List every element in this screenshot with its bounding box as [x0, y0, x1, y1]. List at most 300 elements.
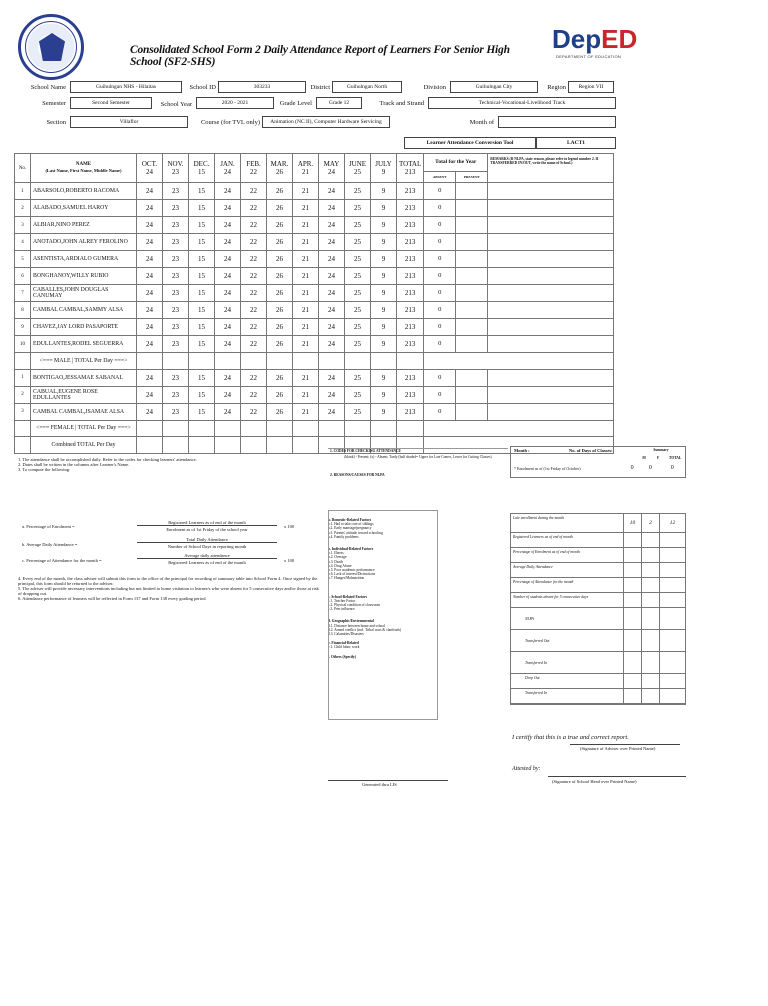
- month-col-2: DEC. 15: [189, 154, 215, 183]
- learner-no: 3: [15, 403, 31, 420]
- reason-item: b.4. Drug Abuse: [328, 563, 352, 568]
- learner-month-3: 24: [215, 336, 241, 353]
- semester-field[interactable]: Second Semester: [70, 97, 152, 109]
- learner-month-2: 15: [189, 251, 215, 268]
- month-col-7: MAY 24: [319, 154, 345, 183]
- learner-no: 9: [15, 319, 31, 336]
- learner-row: [15, 251, 614, 268]
- summary-row: Number of students absent for 5 consecutive days: [511, 593, 685, 608]
- absent-total: 0: [424, 336, 456, 352]
- reason-item: d.2. Armed conflict (incl. Tribal wars & clanfeuds): [328, 627, 402, 632]
- codes-title: 1. CODES FOR CHECKING ATTENDANCE: [330, 449, 401, 453]
- learner-month-5: 26: [267, 403, 293, 420]
- learner-month-6: 21: [293, 302, 319, 319]
- learner-month-7: 24: [319, 285, 345, 302]
- absent-header: ABSENT: [424, 172, 456, 182]
- month-of-field[interactable]: [498, 116, 616, 128]
- learner-month-9: 9: [371, 217, 397, 234]
- absent-total: 0: [424, 319, 456, 335]
- remarks-cell[interactable]: [488, 319, 613, 335]
- learner-row: [15, 386, 614, 403]
- summary-row: Drop Out: [511, 674, 685, 689]
- learner-month-1: 23: [163, 183, 189, 200]
- reason-item: a.2. Early marriage/pregnancy: [328, 526, 372, 531]
- present-total: [456, 183, 488, 199]
- learner-name: CAMBAL CAMBAL,SAMMY ALSA: [31, 302, 137, 319]
- learner-month-0: 24: [137, 386, 163, 403]
- summary-month-label: Month :: [514, 448, 530, 453]
- learner-month-7: 24: [319, 319, 345, 336]
- learner-no: 2: [15, 386, 31, 403]
- school-name-label: School Name: [30, 84, 66, 91]
- learner-name: CAMBAL CAMBAL,JSAMAE ALSA: [31, 403, 137, 420]
- form-title: Consolidated School Form 2 Daily Attendance Report of Learners For Senior High School (SF2-SHS): [130, 44, 510, 68]
- present-total: [456, 268, 488, 284]
- school-year-label: School Year: [160, 101, 192, 108]
- reason-heading: a. Domestic-Related Factors: [328, 518, 372, 522]
- present-total: [456, 336, 488, 352]
- month-col-9: JULY 9: [371, 154, 397, 183]
- remarks-cell[interactable]: [488, 200, 613, 216]
- learner-month-4: 22: [241, 217, 267, 234]
- male-total-row: [15, 353, 614, 370]
- present-total: [456, 404, 488, 420]
- summary-total-header: TOTAL: [669, 456, 682, 460]
- reasons-title: 2. REASONS/CAUSES FOR NLPA: [330, 473, 385, 477]
- present-total: [456, 217, 488, 233]
- enrolment-label: * Enrolment as of (1st Friday of October): [514, 466, 581, 471]
- course-field[interactable]: Animation (NC II), Computer Hardware Servicing: [262, 116, 390, 128]
- summary-row: Average Daily Attendance: [511, 563, 685, 578]
- absent-total: 0: [424, 200, 456, 216]
- remarks-cell[interactable]: [488, 336, 613, 352]
- learner-month-1: 23: [163, 285, 189, 302]
- learner-month-3: 24: [215, 403, 241, 420]
- learner-month-8: 25: [345, 403, 371, 420]
- learner-month-10: 213: [397, 319, 424, 336]
- absent-total: 0: [424, 217, 456, 233]
- summary-table: [510, 513, 686, 705]
- learner-month-6: 21: [293, 183, 319, 200]
- female-total-row-label: <=== FEMALE | TOTAL Per Day ===>: [31, 420, 137, 437]
- year-total-header: [424, 154, 614, 183]
- learner-month-10: 213: [397, 285, 424, 302]
- absent-total: 0: [424, 302, 456, 318]
- learner-month-0: 24: [137, 183, 163, 200]
- learner-month-0: 24: [137, 319, 163, 336]
- reason-item: a.4. Family problems: [328, 534, 359, 539]
- learner-month-10: 213: [397, 302, 424, 319]
- summary-m-header: M: [642, 456, 646, 460]
- learner-month-1: 23: [163, 251, 189, 268]
- learner-month-3: 24: [215, 234, 241, 251]
- learner-month-1: 23: [163, 302, 189, 319]
- learner-month-7: 24: [319, 183, 345, 200]
- learner-name: EDULLANTES,RODEL SEGUERRA: [31, 336, 137, 353]
- summary-f-header: F: [657, 456, 660, 460]
- learner-month-9: 9: [371, 369, 397, 386]
- summary-row: Transferred Out: [511, 630, 685, 652]
- learner-month-9: 9: [371, 386, 397, 403]
- learner-month-5: 26: [267, 251, 293, 268]
- track-label: Track and Strand: [379, 100, 424, 107]
- month-col-4: FEB. 22: [241, 154, 267, 183]
- conversion-tool-code: LACT1: [536, 137, 616, 149]
- learner-month-0: 24: [137, 200, 163, 217]
- learner-month-4: 22: [241, 369, 267, 386]
- summary-row: Percentage of Enrolment as of end of month: [511, 548, 685, 563]
- summary-row: Transferred In: [511, 689, 685, 704]
- learner-month-7: 24: [319, 302, 345, 319]
- total-year-label: Total for the Year: [424, 154, 487, 172]
- reason-item: d.3. Calamities/Disasters: [328, 632, 364, 637]
- certify-text: I certify that this is a true and correct report.: [512, 734, 629, 741]
- learner-month-7: 24: [319, 268, 345, 285]
- generated-label: Generated thru LIS: [362, 782, 397, 787]
- summary-row: Registered Learners as of end of month: [511, 533, 685, 548]
- learner-month-2: 15: [189, 302, 215, 319]
- course-label: Course (for TVL only): [200, 119, 260, 126]
- section-field[interactable]: Villaflor: [70, 116, 188, 128]
- learner-month-6: 21: [293, 403, 319, 420]
- learner-month-6: 21: [293, 319, 319, 336]
- learner-month-7: 24: [319, 336, 345, 353]
- reason-item: b.1. Illness: [328, 551, 344, 556]
- learner-month-9: 9: [371, 319, 397, 336]
- learner-month-2: 15: [189, 285, 215, 302]
- attendance-table: [14, 153, 614, 454]
- learner-month-10: 213: [397, 200, 424, 217]
- name-header: [31, 154, 137, 183]
- grade-level-label: Grade Level: [279, 100, 312, 107]
- name-header-title: NAME: [75, 162, 92, 167]
- table-header-row: [15, 154, 614, 183]
- learner-month-5: 26: [267, 285, 293, 302]
- learner-row: [15, 336, 614, 353]
- enrol-m: 0: [630, 465, 634, 471]
- school-year-field[interactable]: 2020 - 2021: [196, 97, 274, 109]
- learner-row: [15, 200, 614, 217]
- month-col-3: JAN. 24: [215, 154, 241, 183]
- absent-total: 0: [424, 285, 456, 301]
- summary-row: Transferred In: [511, 652, 685, 674]
- adviser-signature-label: (Signature of Adviser over Printed Name): [580, 746, 656, 751]
- learner-month-6: 21: [293, 234, 319, 251]
- learner-month-2: 15: [189, 234, 215, 251]
- grade-level-field[interactable]: Grade 12: [316, 97, 362, 109]
- formula-b-label: b. Average Daily Attendance =: [22, 542, 78, 547]
- reason-item: b.6. Lack of interest/Distractions: [328, 572, 376, 577]
- reason-item: a.1. Had to take care of siblings: [328, 522, 374, 527]
- learner-month-6: 21: [293, 285, 319, 302]
- learner-month-8: 25: [345, 200, 371, 217]
- region-label: Region: [547, 84, 566, 91]
- learner-month-3: 24: [215, 183, 241, 200]
- learner-month-3: 24: [215, 319, 241, 336]
- formula-c-x: x 100: [284, 558, 295, 563]
- learner-month-10: 213: [397, 386, 424, 403]
- late-f: 2: [641, 514, 659, 532]
- learner-month-9: 9: [371, 403, 397, 420]
- remarks-cell[interactable]: [488, 404, 613, 420]
- learner-month-6: 21: [293, 217, 319, 234]
- remarks-cell[interactable]: [488, 370, 613, 386]
- learner-month-0: 24: [137, 285, 163, 302]
- month-col-8: JUNE 25: [345, 154, 371, 183]
- no-header: No.: [15, 154, 31, 183]
- male-total-row-label: <=== MALE | TOTAL Per Day ===>: [31, 353, 137, 370]
- learner-month-10: 213: [397, 369, 424, 386]
- deped-logo-subtitle: DEPARTMENT OF EDUCATION: [556, 54, 622, 59]
- learner-month-7: 24: [319, 369, 345, 386]
- female-total-row: [15, 420, 614, 437]
- learner-month-4: 22: [241, 386, 267, 403]
- reason-item: b.3. Death: [328, 559, 343, 564]
- reason-item: e.1. Child labor, work: [328, 645, 360, 650]
- learner-month-10: 213: [397, 403, 424, 420]
- remarks-cell[interactable]: [488, 268, 613, 284]
- learner-month-8: 25: [345, 183, 371, 200]
- learner-month-0: 24: [137, 369, 163, 386]
- learner-no: 4: [15, 234, 31, 251]
- learner-month-8: 25: [345, 251, 371, 268]
- learner-month-1: 23: [163, 403, 189, 420]
- learner-month-8: 25: [345, 217, 371, 234]
- absent-total: 0: [424, 370, 456, 386]
- learner-month-10: 213: [397, 336, 424, 353]
- learner-name: ALBIAR,NINO PEREZ: [31, 217, 137, 234]
- reason-item: b.2. Overage: [328, 555, 347, 560]
- learner-month-5: 26: [267, 369, 293, 386]
- absent-total: 0: [424, 251, 456, 267]
- learner-name: ABARSOLO,ROBERTO RACOMA: [31, 183, 137, 200]
- school-id-field[interactable]: 303233: [218, 81, 306, 93]
- learner-row: [15, 319, 614, 336]
- learner-row: [15, 403, 614, 420]
- month-col-1: NOV. 23: [163, 154, 189, 183]
- present-total: [456, 370, 488, 386]
- remarks-cell[interactable]: [488, 285, 613, 301]
- district-label: District: [310, 84, 330, 91]
- learner-month-2: 15: [189, 369, 215, 386]
- division-label: Division: [423, 84, 446, 91]
- formula-a-label: a. Percentage of Enrolment =: [22, 524, 75, 529]
- month-col-6: APR. 21: [293, 154, 319, 183]
- absent-total: 0: [424, 234, 456, 250]
- reason-item: c.3. Peer influence: [328, 607, 355, 612]
- reason-heading: b. Individual-Related Factors: [328, 547, 374, 552]
- learner-name: CABALLES,JOHN DOUGLAS CANUMAY: [31, 285, 137, 302]
- learner-month-1: 23: [163, 234, 189, 251]
- head-signature-label: (Signature of School Head over Printed Name): [552, 779, 637, 784]
- deped-logo: DepED: [552, 24, 638, 54]
- name-header-sub: (Last Name, First Name, Middle Name): [45, 168, 122, 173]
- reason-item: a.3. Parents' attitude toward schooling: [328, 530, 383, 535]
- absent-total: 0: [424, 387, 456, 403]
- learner-name: CHAVEZ,JAY LORD PASAPORTE: [31, 319, 137, 336]
- combined-total-row-label: Combined TOTAL Per Day: [31, 437, 137, 454]
- learner-month-5: 26: [267, 302, 293, 319]
- remarks-cell[interactable]: [488, 302, 613, 318]
- learner-month-0: 24: [137, 217, 163, 234]
- learner-month-4: 22: [241, 403, 267, 420]
- learner-month-3: 24: [215, 217, 241, 234]
- learner-name: BONTIGAO,JESSAMAE SABANAL: [31, 369, 137, 386]
- absent-total: 0: [424, 404, 456, 420]
- learner-month-3: 24: [215, 200, 241, 217]
- enrol-total: 0: [670, 465, 674, 471]
- school-id-label: School ID: [189, 84, 216, 91]
- learner-month-4: 22: [241, 319, 267, 336]
- learner-month-1: 23: [163, 319, 189, 336]
- reason-item: c.1. Teacher Factor: [328, 598, 356, 603]
- learner-month-2: 15: [189, 200, 215, 217]
- region-field[interactable]: Region VII: [568, 81, 614, 93]
- learner-name: CABUAL,EUGENE ROSE EDULLANTES: [31, 386, 137, 403]
- learner-month-3: 24: [215, 369, 241, 386]
- learner-month-4: 22: [241, 268, 267, 285]
- learner-month-4: 22: [241, 336, 267, 353]
- learner-month-9: 9: [371, 268, 397, 285]
- learner-no: 7: [15, 285, 31, 302]
- learner-month-3: 24: [215, 285, 241, 302]
- learner-month-9: 9: [371, 183, 397, 200]
- absent-total: 0: [424, 268, 456, 284]
- month-col-0: OCT. 24: [137, 154, 163, 183]
- learner-month-2: 15: [189, 183, 215, 200]
- learner-month-4: 22: [241, 302, 267, 319]
- learner-month-6: 21: [293, 386, 319, 403]
- learner-month-3: 24: [215, 268, 241, 285]
- learner-month-3: 24: [215, 302, 241, 319]
- learner-row: [15, 369, 614, 386]
- learner-month-2: 15: [189, 336, 215, 353]
- learner-month-7: 24: [319, 386, 345, 403]
- learner-month-6: 21: [293, 251, 319, 268]
- learner-month-4: 22: [241, 234, 267, 251]
- learner-month-7: 24: [319, 217, 345, 234]
- learner-month-7: 24: [319, 200, 345, 217]
- learner-month-0: 24: [137, 268, 163, 285]
- learner-month-6: 21: [293, 369, 319, 386]
- present-total: [456, 251, 488, 267]
- reason-heading: e. Financial-Related: [328, 641, 359, 646]
- learner-month-8: 25: [345, 302, 371, 319]
- learner-month-8: 25: [345, 386, 371, 403]
- track-field[interactable]: Technical-Vocational-Livelihood Track: [428, 97, 616, 109]
- present-total: [456, 234, 488, 250]
- semester-label: Semester: [42, 100, 66, 107]
- reason-item: c.2. Physical condition of classroom: [328, 603, 381, 608]
- learner-name: ASENTISTA,ARDIALO GUMERA: [31, 251, 137, 268]
- learner-month-5: 26: [267, 217, 293, 234]
- learner-month-7: 24: [319, 234, 345, 251]
- learner-month-4: 22: [241, 200, 267, 217]
- learner-month-8: 25: [345, 234, 371, 251]
- learner-month-9: 9: [371, 336, 397, 353]
- remarks-cell[interactable]: [488, 234, 613, 250]
- learner-month-3: 24: [215, 251, 241, 268]
- reason-item: b.5. Poor academic performance: [328, 568, 375, 573]
- learner-no: 2: [15, 200, 31, 217]
- learner-no: 6: [15, 268, 31, 285]
- division-field[interactable]: Guihulngan City: [450, 81, 538, 93]
- learner-row: [15, 285, 614, 302]
- district-field[interactable]: Guihulngan North: [332, 81, 402, 93]
- conversion-tool-title: Learner Attendance Conversion Tool: [404, 137, 536, 149]
- learner-month-8: 25: [345, 285, 371, 302]
- remarks-cell[interactable]: [488, 387, 613, 403]
- present-total: [456, 302, 488, 318]
- learner-no: 3: [15, 217, 31, 234]
- learner-month-1: 23: [163, 200, 189, 217]
- formula-b-num: Total Daily Attendance: [137, 537, 277, 543]
- month-col-total: TOTAL 213: [397, 154, 424, 183]
- remarks-cell[interactable]: [488, 217, 613, 233]
- learner-month-7: 24: [319, 403, 345, 420]
- learner-no: 1: [15, 183, 31, 200]
- summary-box: [510, 446, 686, 478]
- formula-c-den: Registered Learners as of end of the month: [168, 560, 246, 565]
- learner-month-10: 213: [397, 183, 424, 200]
- learner-month-8: 25: [345, 369, 371, 386]
- learner-month-5: 26: [267, 200, 293, 217]
- learner-month-2: 15: [189, 319, 215, 336]
- remarks-cell[interactable]: [488, 183, 613, 199]
- learner-month-0: 24: [137, 234, 163, 251]
- notes-lower: 4. Every end of the month, the class adviser will submit this form to the office of the principal for recording of summary table into School Form 4. Once signed by the principal, this form should be returned to the adviser. 5. The adviser will provide necessary interventions including but not limited to home visitation to learner/s who were absent for 5 consecutive days and/or those at risk of dropping out. 6. Attendance performance of learners will be reflected in Form 137 and Form 138 every grading period.: [18, 576, 319, 601]
- formula-a-den: Enrolment as of 1st Friday of the school year: [166, 527, 248, 532]
- notes-block: 1. The attendance shall be accomplished daily. Refer to the codes for checking learners' attendance. 2. Dates shall be written in the columns after Learner's Name. 3. To compute the following:: [18, 457, 197, 472]
- learner-month-5: 26: [267, 336, 293, 353]
- reason-item: d.1. Distance between home and school: [328, 623, 385, 628]
- learner-name: ALABADO,SAMUEL HAROY: [31, 200, 137, 217]
- summary-days-label: No. of Days of Classes:: [569, 448, 613, 453]
- learner-month-1: 23: [163, 336, 189, 353]
- learner-month-10: 213: [397, 217, 424, 234]
- learner-month-8: 25: [345, 319, 371, 336]
- learner-month-4: 22: [241, 251, 267, 268]
- present-total: [456, 285, 488, 301]
- formula-b-den: Number of School Days in reporting month: [167, 544, 247, 549]
- learner-month-1: 23: [163, 386, 189, 403]
- learner-month-5: 26: [267, 319, 293, 336]
- formula-c-num: Average daily attendance: [137, 553, 277, 559]
- remarks-cell[interactable]: [488, 251, 613, 267]
- learner-row: [15, 302, 614, 319]
- present-header: PRESENT: [463, 175, 480, 179]
- learner-row: [15, 217, 614, 234]
- present-total: [456, 319, 488, 335]
- learner-no: 8: [15, 302, 31, 319]
- learner-month-5: 26: [267, 234, 293, 251]
- enrol-f: 0: [648, 465, 652, 471]
- late-enrol-label: Late enrollment during the month: [513, 516, 565, 520]
- learner-month-0: 24: [137, 403, 163, 420]
- school-name-field[interactable]: Guihulngan NHS - Hilaitas: [70, 81, 182, 93]
- learner-month-6: 21: [293, 268, 319, 285]
- learner-no: 10: [15, 336, 31, 353]
- late-m: 10: [623, 514, 641, 532]
- codes-text: (blank) - Present; (x) - Absent; Tardy (half shaded= Upper for Late Comer, Lower for Cutting Classes): [344, 455, 492, 459]
- formula-a-num: Registered Learners as of end of the month: [137, 520, 277, 526]
- learner-month-8: 25: [345, 268, 371, 285]
- learner-month-10: 213: [397, 251, 424, 268]
- learner-month-10: 213: [397, 268, 424, 285]
- learner-month-0: 24: [137, 302, 163, 319]
- learner-month-2: 15: [189, 217, 215, 234]
- learner-month-9: 9: [371, 302, 397, 319]
